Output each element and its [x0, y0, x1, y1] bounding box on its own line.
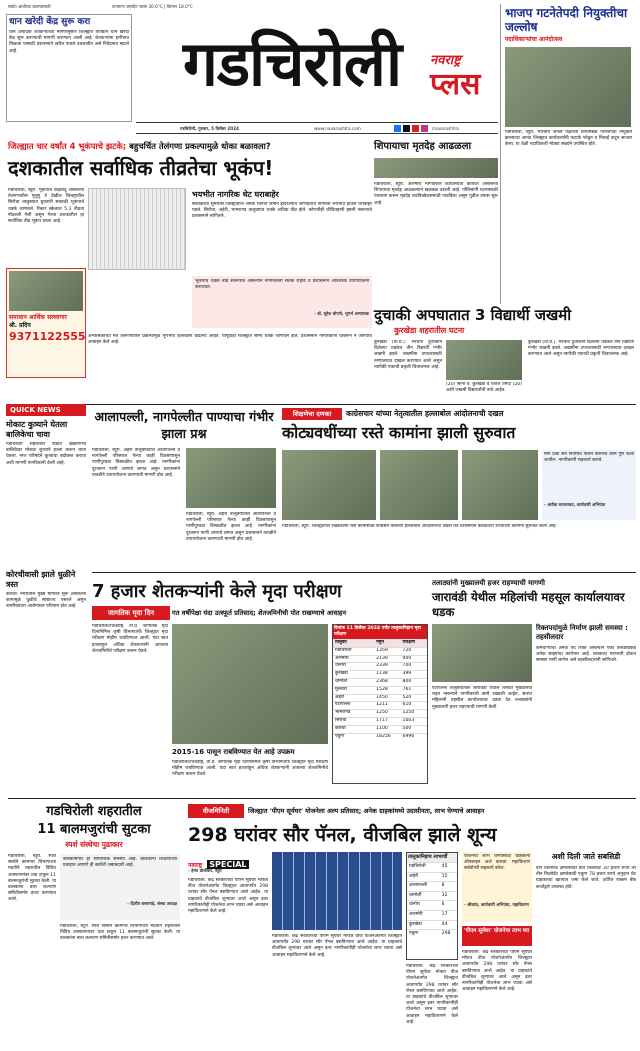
- solar-table-cell: चामोर्शी: [409, 892, 422, 898]
- soil-table-row: [333, 662, 427, 670]
- soil-table-cell: 1100: [376, 725, 388, 731]
- soil-table-cell: कुरखेडा: [335, 671, 348, 677]
- solar-table-title: तालुकानिहाय लाभार्थी: [407, 853, 457, 862]
- instagram-icon[interactable]: [421, 125, 428, 132]
- quick-news-h1: मोकाट कुत्र्याने घेतला बालिकेचा चावा: [6, 420, 68, 439]
- soil-table-cell: 399: [402, 671, 412, 677]
- soil-table-cell: 1250: [376, 710, 388, 716]
- solar-table-cell: अहेरी: [409, 873, 419, 879]
- brand-bottom: प्लस: [430, 67, 481, 102]
- vacancy-body: कर्मचाऱ्यांची अनेक पदे रिक्त असल्याने एका तलाठ्याकडे अनेक साझ्यांचा कार्यभार आहे. लवकरच पदभरती होऊन समस्या मार्गी लागेल असे तहसीलदारांनी सांगितले.: [536, 646, 636, 664]
- soil-table-cell: सिरोंचा: [335, 717, 347, 723]
- soil-table-cell: 2339: [376, 663, 388, 669]
- quake-quote-box: [192, 276, 372, 328]
- children-quote: बालकामगार ही सामाजिक समस्या आहे. बालकांना शिक्षणाच्या प्रवाहात आणणे ही सर्वांची जबाबदारी आहे.: [63, 857, 177, 869]
- roads-body: गडचिरोली, ब्यूरो. जिल्ह्यातील रखडलेल्या रस्ते कामांसाठी काँग्रेसने केलेल्या हल्लाबोल आंदोलनाची दखल घेत प्रशासनाने कोट्यवधी रुपयांच्या कामांना सुरुवात केली आहे.: [282, 524, 557, 529]
- soil-table-cell: 900: [402, 655, 412, 661]
- right-brief-sub: पदाधिकाऱ्यांचा आनंदोत्सव: [505, 36, 563, 43]
- quake-quote: भूकंपाचे धक्के तीव्र स्वरूपाचे असल्याने नागरिकांनी सतर्क राहावे व प्रशासनाने आवश्यक उपाययोजना कराव्यात.: [195, 279, 369, 291]
- solar-kicker: वीजमिनिती: [188, 804, 244, 818]
- soil-table-cell: 720: [402, 647, 412, 653]
- soil-table-row: [333, 655, 427, 663]
- solar-table-cell: 15: [441, 873, 448, 879]
- accident-headline: दुचाकी अपघातात 3 विद्यार्थी जखमी: [374, 306, 572, 324]
- solar-table-row: [407, 920, 457, 930]
- solar-table-cell: 8: [441, 883, 445, 889]
- weather-label: तापमानः: [112, 4, 125, 9]
- soil-table-cell: 1138: [376, 671, 388, 677]
- solar-table-row: [407, 910, 457, 920]
- solar-table-row: [407, 862, 457, 872]
- soil-photo-caption: 2015-16 पासून राबविण्यात येत आहे उपक्रम: [172, 748, 295, 756]
- quake-body-mid: सकाळच्या सुमारास जिल्ह्यातील अनेक भागांत जमीन हादरल्याचे जाणवताच नागरिक भयभीत होऊन घराबाहेर पडले. सिरोंचा, अहेरी, भामरागड तालुक्यांत धक्के अधिक तीव्र होते. कोणतीही जीवितहानी झाली नसल्याचे प्रशासनाने सांगितले.: [192, 202, 372, 220]
- soil-table-cell: एकूण: [335, 733, 345, 739]
- soil-table-row: [333, 725, 427, 733]
- soil-body: गडचिरोली/चिचडोह, ता.प्र. जागतिक मृदा दिनानिमित्त कृषी विभागातर्फे जिल्ह्यात मृदा परीक्षण मोहीम राबविण्यात आली. यंदा सात हजारांहून अधिक शेतकऱ्यांनी आपल्या शेतजमिनीचे परीक्षण करून घेतले.: [92, 624, 168, 654]
- solar-table-row: [407, 881, 457, 891]
- solar-table-rows: [407, 862, 457, 939]
- top-left-note: सर्वात आधीच्या बातम्यांसाठी: [8, 4, 51, 9]
- ad-title: समाधान आर्थिक सल्लागार: [9, 314, 67, 321]
- youtube-icon[interactable]: [412, 125, 419, 132]
- roads-quote-box: [542, 450, 636, 520]
- quake-quote-author: - डॉ. सुरेश चोपणे, भूगर्भ अभ्यासक: [314, 311, 369, 316]
- accident-body: कुरखेडा (ता.प्र.). भरधाव दुचाकीने दिलेल्या धडकेत तीन विद्यार्थी गंभीर जखमी झाले. जखमींना उपचारासाठी रुग्णालयात दाखल करण्यात आले असून त्यापैकी एकाची प्रकृती चिंताजनक आहे.: [374, 340, 442, 370]
- soil-table-cell: एटापल्ली: [335, 702, 351, 708]
- children-quote-author: - दिलीप बरसागडे, संस्था अध्यक्ष: [127, 901, 177, 906]
- solar-table-row: [407, 929, 457, 939]
- solar-body-3: गडचिरोली. केंद्र सरकारच्या पीएम सूर्यघर मोफत वीज योजनेअंतर्गत जिल्ह्यात आतापर्यंत 298 घरांवर सौर पॅनल बसविण्यात आले आहेत. या ग्राहकांचे वीजबिल शून्यावर आले असून इतर नागरिकांनीही योजनेचा लाभ घ्यावा असे आवाहन महावितरणने केले आहे.: [406, 964, 458, 1025]
- solar-right-head: अशी दिली जाते सबसिडी: [551, 852, 621, 861]
- quake-body-right: अभ्यासकांच्या मते तेलंगणातील प्रकल्पांमुळे भूगर्भीय हालचाली वाढल्या आहेत. यापूर्वीही जिल्ह्यात सौम्य धक्के जाणवले होते. प्रशासनाने नागरिकांना घाबरून न जाण्याचे आवाहन केले आहे.: [88, 334, 372, 346]
- soil-table-cell: 700: [402, 663, 412, 669]
- solar-quote-box: [462, 852, 532, 922]
- office-overline: तलाठ्यांनी मुख्यालयी हजर राहण्याची मागणी: [432, 579, 545, 587]
- divider-1: [8, 404, 636, 405]
- soil-table-cell: 800: [402, 678, 412, 684]
- water-body-2: गडचिरोली, ब्यूरो. अहेरी तालुक्यातील आलापल्ली व नागपेल्ली परिसरात गेल्या काही दिवसांपासून पाणीपुरवठा विस्कळीत झाला आहे. नागरिकांना दूरवरून पाणी आणावे लागत असून प्रशासनाने तातडीने उपाययोजना करण्याची मागणी होत आहे.: [186, 512, 276, 542]
- solar-table: [406, 852, 458, 960]
- soil-table-cell: 1003: [402, 717, 415, 723]
- soil-table-cell: 1250: [402, 710, 415, 716]
- right-brief-body: गडचिरोली, ब्यूरो. भारतीय जनता पक्षाच्या विधिमंडळ गटनेतेपदी नियुक्ती झाल्याचा आनंद जिल्ह्यात कार्यकर्त्यांनी फटाके फोडून व मिठाई वाटून साजरा केला. या वेळी पदाधिकारी मोठ्या संख्येने उपस्थित होते.: [505, 130, 632, 148]
- soil-table-rows: [333, 639, 427, 740]
- accident-body-2: कुरखेडा (ता.प्र.). भरधाव दुचाकीने दिलेल्या धडकेत तीन विद्यार्थी गंभीर जखमी झाले. जखमींना उपचारासाठी रुग्णालयात दाखल करण्यात आले असून त्यापैकी एकाची प्रकृती चिंताजनक आहे.: [528, 340, 634, 358]
- soil-table-cell: मुलचेरा: [335, 686, 347, 692]
- soil-table-row: [333, 647, 427, 655]
- solar-table-cell: आलापल्ली: [409, 883, 427, 889]
- left-brief-body: धान उत्पादक शेतकऱ्यांच्या मागणीनुसार जिल्ह्यात तातडीने धान खरेदी केंद्र सुरू करण्याची मागणी करण्यात आली आहे. शेतकऱ्यांना हमीभाव मिळावा यासाठी प्रशासनाने त्वरित पावले उचलावीत असे निवेदनात म्हटले आहे.: [9, 30, 129, 54]
- children-quote-box: [60, 854, 180, 920]
- solar-special: SPECIAL: [209, 860, 247, 869]
- accident-photo: [446, 340, 522, 380]
- accident-caption: (20) सोनी व. कुरखेडा व राजेश उमेदी (20) अशी जखमी विद्यार्थ्यांची नावे आहेत.: [446, 382, 522, 394]
- x-icon[interactable]: [403, 125, 410, 132]
- facebook-icon[interactable]: [394, 125, 401, 132]
- right-brief-headline: भाजप गटनेतेपदी नियुक्तीचा जल्लोष: [505, 6, 628, 34]
- solar-table-cell: एकूण: [409, 931, 419, 937]
- ad-box: [6, 268, 86, 378]
- roads-quote-author: - अतीक काजलकर, कार्यकारी अभियंता: [544, 502, 606, 507]
- quake-kicker: जिल्ह्यात चार वर्षांत 4 भूकंपाचे झटके;: [8, 141, 127, 151]
- solar-headline: 298 घरांवर सौर पॅनल, वीजबिल झाले शून्य: [188, 824, 497, 846]
- right-brief-photo: [505, 47, 631, 127]
- soil-table-cell: अहेरी: [335, 694, 345, 700]
- vacancy-headline: रिक्तपदांमुळे निर्माण झाली समस्या : तहसीलदार: [536, 624, 628, 641]
- soil-table-row: [333, 670, 427, 678]
- water-photo: [186, 448, 276, 508]
- quake-subhead: भयभीत नागरिक थेट घराबाहेर: [192, 190, 279, 199]
- solar-body: गडचिरोली. केंद्र सरकारच्या पीएम सूर्यघर मोफत वीज योजनेअंतर्गत जिल्ह्यात आतापर्यंत 298 घरांवर सौर पॅनल बसविण्यात आले आहेत. या ग्राहकांचे वीजबिल शून्यावर आले असून इतर नागरिकांनीही योजनेचा लाभ घ्यावा असे आवाहन महावितरणने केले आहे.: [188, 878, 268, 915]
- body-case-photo: [374, 158, 498, 178]
- soil-table-header: [333, 639, 427, 647]
- solar-overline: जिल्ह्यात 'पीएम सूर्यघर' योजनेला अल्प प्रतिसाद; अनेक ग्राहकांमध्ये उदासीनता, लाभ घेण्याचे आवाहन: [248, 807, 485, 815]
- solar-body-2: गडचिरोली. केंद्र सरकारच्या पीएम सूर्यघर मोफत वीज योजनेअंतर्गत जिल्ह्यात आतापर्यंत 298 घरांवर सौर पॅनल बसविण्यात आले आहेत. या ग्राहकांचे वीजबिल शून्यावर आले असून इतर नागरिकांनीही योजनेचा लाभ घ्यावा असे आवाहन महावितरणने केले आहे.: [272, 934, 402, 958]
- quick-news-label: QUICK NEWS: [6, 404, 86, 416]
- body-case-body: गडचिरोली, ब्यूरो. आरमोरी मार्गावरील कार्यालयात कार्यरत असलेल्या शिपायाचा मृतदेह आढळल्याने खळबळ उडाली आहे. पोलिसांनी घटनास्थळी पंचनामा करून मृतदेह शवविच्छेदनासाठी पाठविला असून पुढील तपास सुरू आहे.: [374, 182, 498, 206]
- water-headline: आलापल्ली, नागपेल्लीत पाण्याचा गंभीर झाला प्रश्न: [94, 409, 274, 441]
- children-headline: गडचिरोली शहरातील: [46, 804, 142, 819]
- soil-table-cell: 761: [402, 686, 412, 692]
- right-brief-box: [500, 4, 636, 304]
- quick-news-b2: कोरची. नगरातील मुख्य मार्गावर सुरू असलेल्या कामामुळे धुळीचे साम्राज्य पसरले असून नागरिकांच्या आरोग्यावर परिणाम होत आहे.: [6, 592, 86, 610]
- weather-strip: तापमानः जास्तीत जास्त 30.6°C | किमान 18.0°C: [112, 4, 193, 9]
- water-body: गडचिरोली, ब्यूरो. अहेरी तालुक्यातील आलापल्ली व नागपेल्ली परिसरात गेल्या काही दिवसांपासून पाणीपुरवठा विस्कळीत झाला आहे. नागरिकांना दूरवरून पाणी आणावे लागत असून प्रशासनाने तातडीने उपाययोजना करण्याची मागणी होत आहे.: [92, 448, 180, 478]
- website-link[interactable]: www.navarashtra.com: [314, 126, 361, 131]
- solar-table-row: [407, 872, 457, 882]
- solar-table-cell: 17: [441, 911, 448, 917]
- soil-table-cell: 1211: [376, 702, 388, 708]
- roads-kicker: शिक्षणेचा दणका: [282, 408, 342, 420]
- soil-sub: गत वर्षीपेक्षा यंदा उत्स्फूर्त प्रतिसाद; शेतजमिनीची पोत राखण्याचे आवाहन: [172, 609, 347, 617]
- soil-table-cell: 2368: [376, 678, 388, 684]
- roads-headline: कोट्यवधींच्या रस्ते कामांना झाली सुरुवात: [282, 423, 516, 442]
- children-body: गडचिरोली, ब्यूरो. स्पर्श संस्थेने कामगार विभागाच्या मदतीने शहरातील विविध आस्थापनांवर धाड टाकून 11 बालमजुरांची सुटका केली. या बालकांना बाल कल्याण समितीसमोर हजर करण्यात आले.: [8, 854, 56, 903]
- solar-table-row: [407, 900, 457, 910]
- solar-special-brand: नवराष्ट्र: [188, 862, 203, 869]
- dateline: गडचिरोली, गुरुवार, 5 डिसेंबर 2024: [180, 126, 239, 131]
- solar-table-cell: 44: [441, 921, 448, 927]
- ad-name: श्री. प्रदिप: [9, 322, 31, 329]
- roads-overline: काग्रेसचार यांच्या नेतृत्वातील हल्लाबोल आंदोलनाची दखल: [346, 409, 504, 418]
- dateline-bar: [136, 122, 498, 134]
- children-body-2: गडचिरोली, ब्यूरो. स्पर्श संस्थेने कामगार विभागाच्या मदतीने शहरातील विविध आस्थापनांवर धाड टाकून 11 बालमजुरांची सुटका केली. या बालकांना बाल कल्याण समितीसमोर हजर करण्यात आले.: [60, 924, 180, 942]
- children-sub: स्पर्श संस्थेचा पुढाकार: [65, 840, 123, 849]
- solar-quote: योजनेचा लाभ घेण्यासाठी ग्राहकांनी ऑनलाइन अर्ज करावा. महावितरण सर्वतोपरी सहकार्य करेल.: [464, 854, 530, 872]
- soil-table-row: [333, 678, 427, 686]
- soil-table-cell: 1717: [376, 717, 388, 723]
- max-temp: जास्तीत जास्त 30.6°C: [125, 4, 163, 9]
- office-photo: [432, 624, 532, 682]
- soil-table: [332, 624, 428, 784]
- solar-table-cell: आरमोरी: [409, 911, 423, 917]
- solar-byline: - हेमंत डोर्लीकर, ब्यूरो: [188, 868, 222, 873]
- soil-table-cell: धानोरा: [335, 663, 346, 669]
- soil-table-row: [333, 709, 427, 717]
- ad-phone[interactable]: 9371122555: [9, 330, 86, 343]
- left-brief-headline: धान खरेदी केंद्र सुरू करा: [9, 17, 91, 27]
- solar-table-cell: 45: [441, 864, 448, 869]
- solar-quote-author: - श्रीकांत, कार्यकारी अभियंता, महावितरण: [464, 902, 529, 907]
- office-body: एटापल्ली तालुक्यातील जारावंडी येथील तलाठी मुख्यालयी राहत नसल्याने नागरिकांची कामे रखडली आहेत. संतप्त महिलांनी तहसील कार्यालयावर धडक देत तलाठ्यांनी मुख्यालयी हजर राहण्याची मागणी केली.: [432, 686, 532, 710]
- solar-table-cell: 6: [441, 902, 445, 908]
- soil-kicker: जागतिक मृदा दिन: [92, 606, 170, 620]
- soil-table-row: [333, 733, 427, 741]
- brand-top: नवराष्ट्र: [430, 53, 461, 68]
- soil-table-row: [333, 701, 427, 709]
- soil-table-cell: चामोर्शी: [335, 678, 348, 684]
- soil-table-title: दिनांक 11 डिसेंबर 2024 पर्यंत तालुकानिहाय मृदा परीक्षण: [333, 625, 427, 639]
- divider-3: [8, 798, 636, 799]
- solar-body-4: गडचिरोली. केंद्र सरकारच्या पीएम सूर्यघर मोफत वीज योजनेअंतर्गत जिल्ह्यात आतापर्यंत 298 घरांवर सौर पॅनल बसविण्यात आले आहेत. या ग्राहकांचे वीजबिल शून्यावर आले असून इतर नागरिकांनीही योजनेचा लाभ घ्यावा असे आवाहन महावितरणने केले आहे.: [462, 950, 532, 993]
- soil-table-row: [333, 694, 427, 702]
- soil-table-cell: नमुने: [376, 640, 384, 645]
- soil-table-row: [333, 686, 427, 694]
- solar-special-tag: [188, 852, 268, 869]
- ad-photo: [9, 271, 83, 311]
- quick-news-b1: गडचिरोली शहरातील वार्डात खेळणाऱ्या बालिकेवर मोकाट कुत्र्याने हल्ला करून चावा घेतला. नगर परिषदेने कुत्र्यांचा बंदोबस्त करावा अशी मागणी नागरिकांनी केली आहे.: [6, 442, 86, 466]
- children-headline-2: 11 बालमजुरांची सुटका: [37, 822, 151, 837]
- quake-headline: दशकातील सर्वाधिक तीव्रतेचा भूकंप!: [8, 156, 274, 180]
- roads-photo-3: [462, 450, 538, 520]
- soil-table-cell: आरमोरी: [335, 655, 349, 661]
- soil-table-cell: 520: [402, 694, 412, 700]
- min-temp: किमान 18.0°C: [166, 4, 193, 9]
- soil-table-cell: 1528: [376, 686, 388, 692]
- roads-quote: मार्ग प्रश्नी सर्व नियमांचे पालन करूनच कामे पूर्ण केली जातील. नागरिकांनी सहकार्य करावे.: [544, 452, 634, 464]
- soil-table-cell: 500: [402, 725, 412, 731]
- accident-sub: कुरखेडा शहरातील घटना: [394, 326, 465, 335]
- soil-table-row: [333, 717, 427, 725]
- soil-table-cell: 18256: [376, 733, 391, 739]
- soil-table-cell: 2139: [376, 655, 388, 661]
- soil-table-cell: परीक्षण: [402, 640, 415, 645]
- solar-right-body: दोन किलोवॅट क्षमतेसाठी प्रति किलोवॅट 30 हजार रुपये तर तीन किलोवॅट क्षमतेसाठी एकूण 78 हजार रुपये अनुदान थेट ग्राहकाच्या खात्यात जमा केले जाते. उर्वरित रक्कम बँक कर्जाद्वारे उपलब्ध होते.: [536, 866, 636, 890]
- solar-cta: 'पीएम सूर्यघर' योजनेचा लाभ घ्या: [462, 926, 532, 946]
- soil-table-cell: गडचिरोली: [335, 647, 352, 653]
- divider-2: [92, 572, 636, 573]
- solar-panel-photo: [272, 852, 402, 930]
- soil-table-cell: 1450: [376, 694, 388, 700]
- quake-kicker-rest: बहुचर्चित तेलंगणा प्रकल्पामुळे धोका बळावला?: [129, 141, 271, 151]
- solar-table-cell: गडचिरोली: [409, 864, 426, 869]
- solar-table-cell: 298: [441, 931, 451, 937]
- quake-body-left: गडचिरोली, ब्यूरो. भूकंपाचे केंद्रबिंदू असलेल्या तेलंगणातील मुलुगु ते देखील जिल्ह्यातील सिरोंचा तालुक्यात बुधवारी सकाळी भूकंपाचे धक्के जाणवले. रिक्टर स्केलवर 5.3 तीव्रता नोंदवली गेली असून गेल्या दशकातील हा सर्वाधिक तीव्र भूकंप ठरला आहे.: [8, 188, 84, 225]
- soil-table-cell: कोरची: [335, 725, 346, 731]
- soil-table-cell: 1359: [376, 647, 388, 653]
- soil-table-cell: तालुका: [335, 640, 347, 645]
- quake-kicker-line: [8, 140, 368, 152]
- solar-table-cell: 32: [441, 892, 448, 898]
- soil-headline: 7 हजार शेतकऱ्यांनी केले मृदा परीक्षण: [92, 581, 342, 602]
- office-headline: जारावंडी येथील महिलांची महसूल कार्यालयावर धडक: [432, 590, 625, 619]
- masthead-title: गडचिरोली: [182, 27, 401, 100]
- body-case-headline: शिपायाचा मृतदेह आढळला: [374, 141, 472, 152]
- roads-photo-1: [282, 450, 376, 520]
- soil-table-cell: 6996: [402, 733, 415, 739]
- solar-table-row: [407, 891, 457, 901]
- quick-news-h2: कोरचीवासी झाले धुळीने त्रस्त: [6, 570, 76, 589]
- roads-photo-2: [380, 450, 458, 520]
- seismograph-photo: [88, 188, 186, 270]
- solar-table-cell: धानोरा: [409, 902, 420, 908]
- soil-table-cell: 610: [402, 702, 412, 708]
- social-handle[interactable]: /navarashtra: [432, 126, 459, 131]
- soil-body-2: गडचिरोली/चिचडोह, ता.प्र. जागतिक मृदा दिनानिमित्त कृषी विभागातर्फे जिल्ह्यात मृदा परीक्षण मोहीम राबविण्यात आली. यंदा सात हजारांहून अधिक शेतकऱ्यांनी आपल्या शेतजमिनीचे परीक्षण करून घेतले.: [172, 760, 328, 778]
- left-brief-box: [6, 14, 132, 122]
- soil-table-cell: भामरागड: [335, 710, 351, 716]
- soil-photo: [172, 624, 328, 744]
- solar-table-cell: कुरखेडा: [409, 921, 422, 927]
